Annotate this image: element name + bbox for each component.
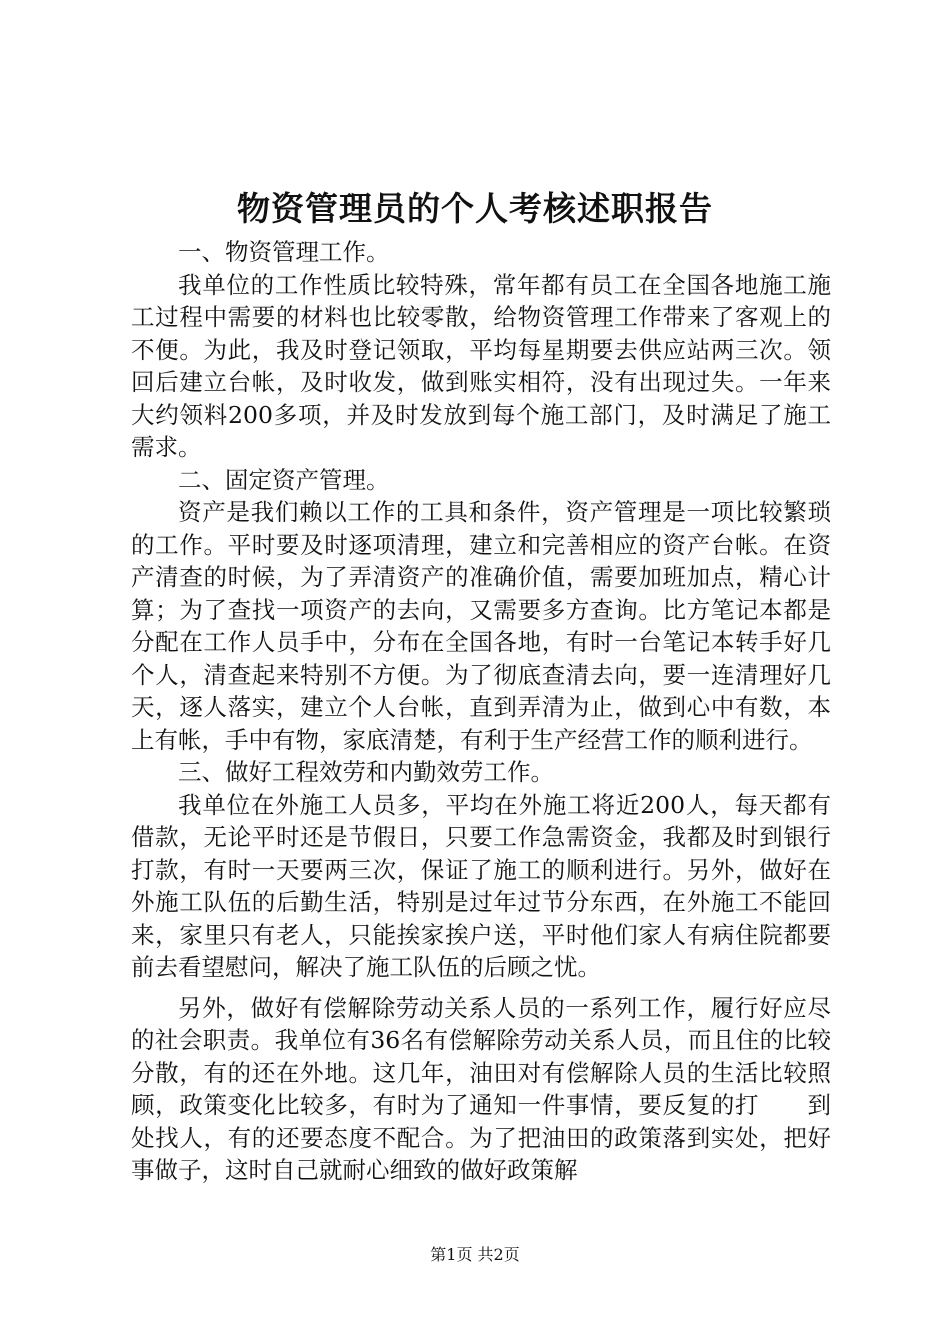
section-heading-1: 一、物资管理工作。 bbox=[178, 238, 390, 266]
document-title: 物资管理员的个人考核述职报告 bbox=[237, 189, 713, 228]
document-body bbox=[131, 236, 831, 1187]
page-number: 第1页 共2页 bbox=[430, 1245, 520, 1264]
paragraph-labor-relations: 另外，做好有偿解除劳动关系人员的一系列工作，履行好应尽的社会职责。我单位有36名有偿解除劳动关系人员，而且住的比较分散，有的还在外地。这几年，油田对有偿解除人员的生活比较照顾，政策变化比较多，有时为了通知一件事情，要反复的打 到处找人，有的还要态度不配合。为了把油田的政策落到实处，把好事做子，这时自己就耐心细致的做好政策解 bbox=[131, 993, 831, 1184]
paragraph-material-management: 我单位的工作性质比较特殊，常年都有员工在全国各地施工施工过程中需要的材料也比较零散，给物资管理工作带来了客观上的不便。为此，我及时登记领取，平均每星期要去供应站两三次。领回后建立台帐，及时收发，做到账实相符，没有出现过失。一年来大约领料200多项，并及时发放到每个施工部门，及时满足了施工需求。 bbox=[131, 270, 831, 461]
paragraph-engineering-service: 我单位在外施工人员多，平均在外施工将近200人，每天都有借款，无论平时还是节假日，只要工作急需资金，我都及时到银行打款，有时一天要两三次，保证了施工的顺利进行。另外，做好在外施工队伍的后勤生活，特别是过年过节分东西，在外施工不能回来，家里只有老人，只能挨家挨户送，平时他们家人有病住院都要前去看望慰问，解决了施工队伍的后顾之忧。 bbox=[131, 790, 831, 981]
section-heading-3: 三、做好工程效劳和内勤效劳工作。 bbox=[178, 758, 554, 786]
section-heading-2: 二、固定资产管理。 bbox=[178, 465, 390, 494]
paragraph-fixed-assets: 资产是我们赖以工作的工具和条件，资产管理是一项比较繁琐的工作。平时要及时逐项清理，建立和完善相应的资产台帐。在资产清查的时候，为了弄清资产的准确价值，需要加班加点，精心计算；为了查找一项资产的去向，又需要多方查询。比方笔记本都是分配在工作人员手中，分布在全国各地，有时一台笔记本转手好几个人，清查起来特别不方便。为了彻底查清去向，要一连清理好几天，逐人落实，建立个人台帐，直到弄清为止，做到心中有数，本上有帐，手中有物，家底清楚，有利于生产经营工作的顺利进行。 bbox=[131, 498, 831, 754]
